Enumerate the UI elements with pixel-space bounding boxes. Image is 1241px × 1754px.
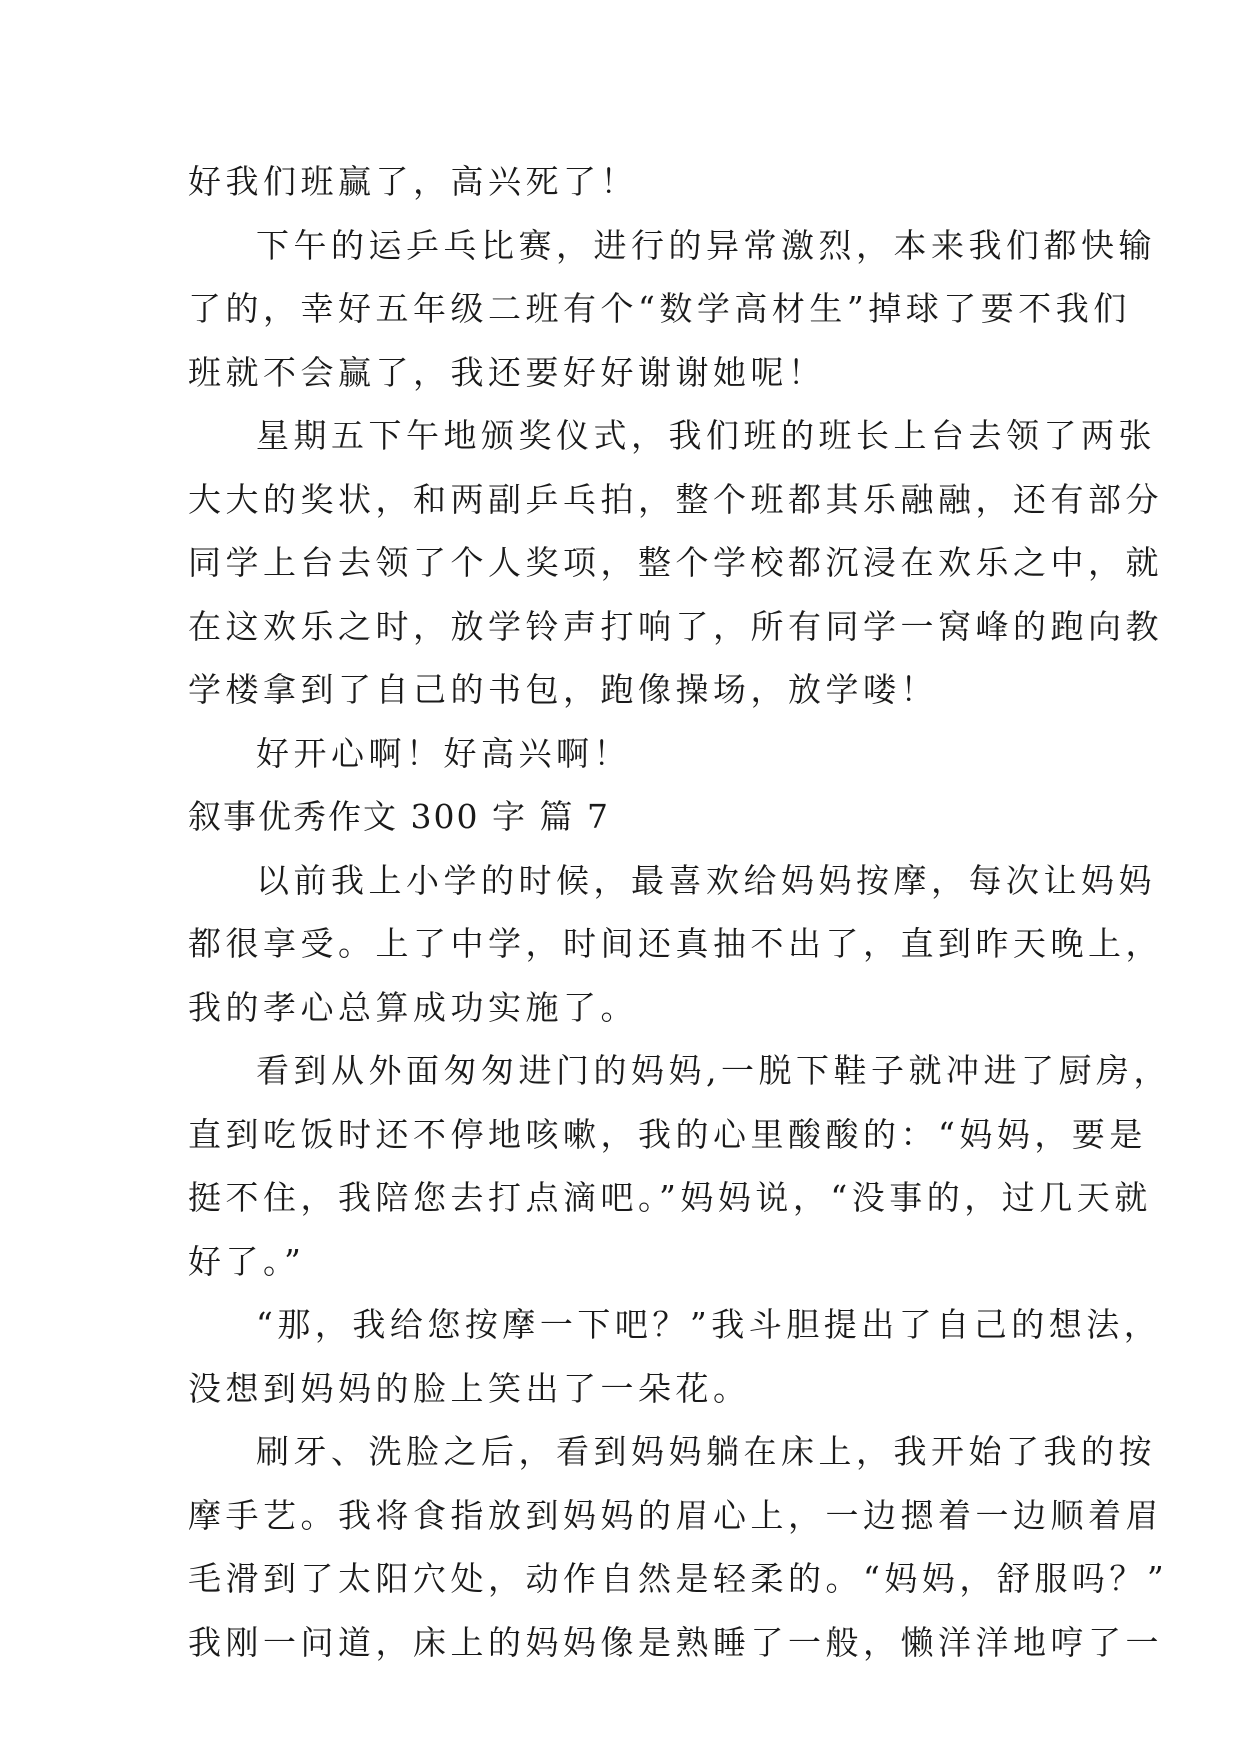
text-line: 在这欢乐之时，放学铃声打响了，所有同学一窝峰的跑向教 bbox=[188, 606, 1163, 646]
text-line: 没想到妈妈的脸上笑出了一朵花。 bbox=[188, 1368, 751, 1408]
text-line: 毛滑到了太阳穴处，动作自然是轻柔的。“妈妈，舒服吗？” bbox=[188, 1559, 1169, 1598]
text-line: 同学上台去领了个人奖项，整个学校都沉浸在欢乐之中，就 bbox=[188, 543, 1163, 582]
text-line: “那，我给您按摩一下吧？”我斗胆提出了自己的想法， bbox=[256, 1305, 1162, 1344]
text-line: 看到从外面匆匆进门的妈妈,一脱下鞋子就冲进了厨房， bbox=[256, 1051, 1171, 1090]
text-line: 学楼拿到了自己的书包，跑像操场，放学喽！ bbox=[188, 670, 938, 709]
text-line: 下午的运乒乓比赛，进行的异常激烈，本来我们都快输 bbox=[256, 225, 1156, 265]
text-line: 大大的奖状，和两副乒乓拍，整个班都其乐融融，还有部分 bbox=[188, 479, 1163, 519]
text-line: 好了。” bbox=[188, 1241, 306, 1281]
section-heading: 叙事优秀作文 300 字 篇 7 bbox=[188, 797, 610, 836]
text-line: 好我们班赢了，高兴死了！ bbox=[188, 162, 638, 201]
text-line: 了的，幸好五年级二班有个“数学高材生”掉球了要不我们 bbox=[188, 289, 1131, 328]
text-line: 我的孝心总算成功实施了。 bbox=[188, 987, 638, 1027]
text-line: 刷牙、洗脸之后，看到妈妈躺在床上，我开始了我的按 bbox=[256, 1432, 1156, 1471]
text-line: 我刚一问道，床上的妈妈像是熟睡了一般，懒洋洋地哼了一 bbox=[188, 1622, 1163, 1662]
text-line: 以前我上小学的时候，最喜欢给妈妈按摩，每次让妈妈 bbox=[256, 860, 1156, 900]
text-line: 摩手艺。我将食指放到妈妈的眉心上，一边摁着一边顺着眉 bbox=[188, 1495, 1163, 1535]
text-line: 直到吃饭时还不停地咳嗽，我的心里酸酸的：“妈妈，要是 bbox=[188, 1114, 1147, 1154]
text-line: 都很享受。上了中学，时间还真抽不出了，直到昨天晚上， bbox=[188, 924, 1163, 963]
document-body bbox=[188, 150, 1171, 1674]
text-line: 挺不住，我陪您去打点滴吧。”妈妈说，“没事的，过几天就 bbox=[188, 1178, 1152, 1217]
text-line: 班就不会赢了，我还要好好谢谢她呢！ bbox=[188, 352, 826, 392]
text-line: 好开心啊！好高兴啊！ bbox=[256, 733, 631, 773]
text-line: 星期五下午地颁奖仪式，我们班的班长上台去领了两张 bbox=[256, 416, 1156, 455]
